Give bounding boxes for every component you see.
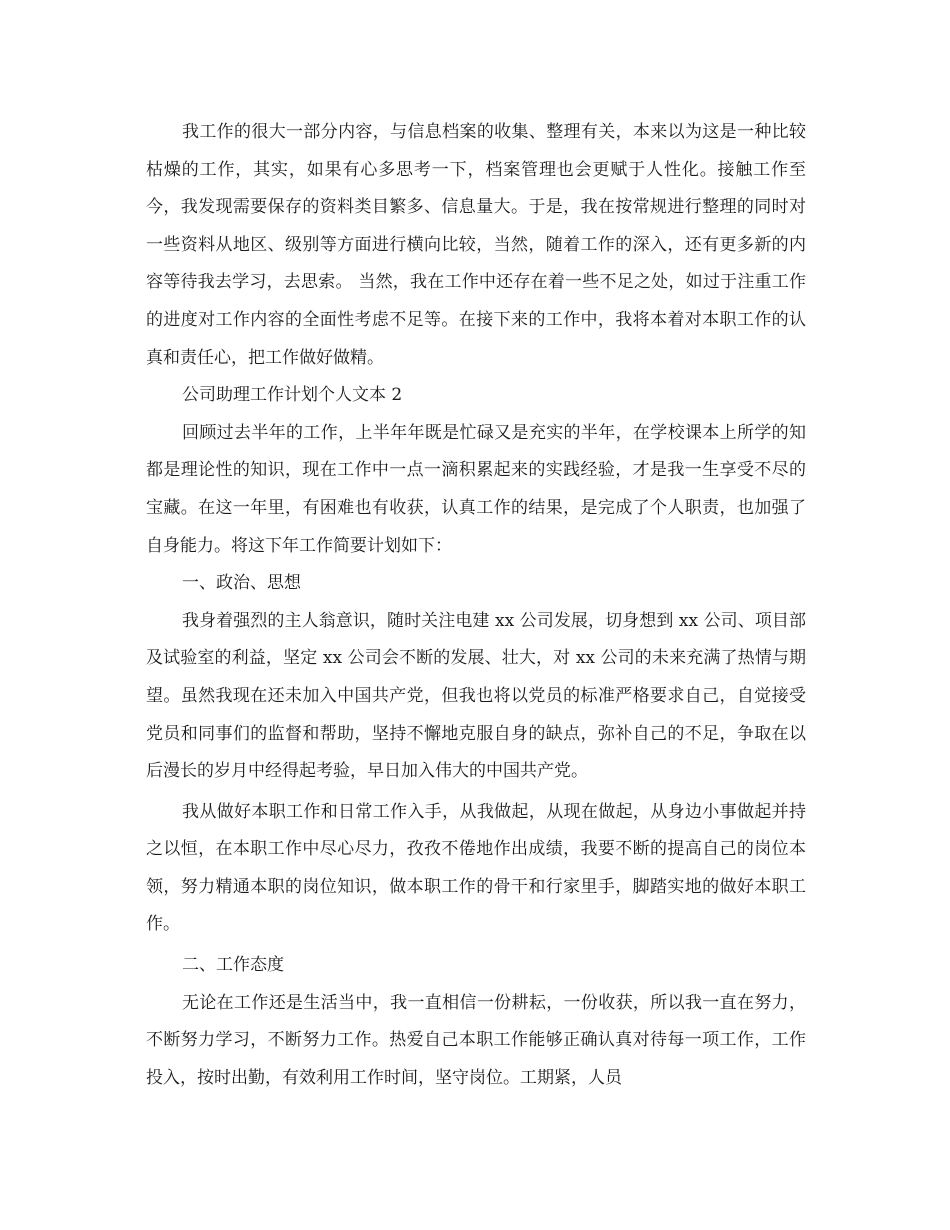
document-body xyxy=(146,114,806,1097)
paragraph-ownership-awareness: 我身着强烈的主人翁意识，随时关注电建 xx 公司发展，切身想到 xx 公司、项目部及试验室的利益，坚定 xx 公司会不断的发展、壮大，对 xx 公司的未来充满了热情与期望。虽然我现在还未加入中国共产党，但我也将以党员的标准严格要求自己，自觉接受党员和同事们的监督和帮助，坚持不懈地克服自身的缺点，弥补自己的不足，争取在以后漫长的岁月中经得起考验，早日加入伟大的中国共产党。 xyxy=(146,610,806,782)
paragraph-review-half-year: 回顾过去半年的工作，上半年年既是忙碌又是充实的半年，在学校课本上所学的知都是理论性的知识，现在工作中一点一滴积累起来的实践经验，才是我一生享受不尽的宝藏。在这一年里，有困难也有收获，认真工作的结果，是完成了个人职责，也加强了自身能力。将这下年工作简要计划如下： xyxy=(146,422,806,556)
section-title-plan-2: 公司助理工作计划个人文本 2 xyxy=(182,385,403,406)
paragraph-archive-work: 我工作的很大一部分内容，与信息档案的收集、整理有关，本来以为这是一种比较枯燥的工作，其实，如果有心多思考一下，档案管理也会更赋于人性化。接触工作至今，我发现需要保存的资料类目繁多、信息量大。于是，我在按常规进行整理的同时对一些资料从地区、级别等方面进行横向比较，当然，随着工作的深入，还有更多新的内容等待我去学习，去思索。 当然，我在工作中还存在着一些不足之处，如过于注重工作的进度对工作内容的全面性考虑不足等。在接下来的工作中，我将本着对本职工作的认真和责任心，把工作做好做精。 xyxy=(146,122,806,368)
paragraph-start-from-job: 我从做好本职工作和日常工作入手，从我做起，从现在做起，从身边小事做起并持之以恒，在本职工作中尽心尽力，孜孜不倦地作出成绩，我要不断的提高自己的岗位本领，努力精通本职的岗位知识，做本职工作的骨干和行家里手，脚踏实地的做好本职工作。 xyxy=(146,801,806,935)
heading-work-attitude: 二、工作态度 xyxy=(182,955,284,976)
paragraph-effort-harvest: 无论在工作还是生活当中，我一直相信一份耕耘，一份收获，所以我一直在努力，不断努力学习，不断努力工作。热爱自己本职工作能够正确认真对待每一项工作，工作投入，按时出勤，有效利用工作时间，坚守岗位。工期紧，人员 xyxy=(146,992,806,1088)
heading-politics-thought: 一、政治、思想 xyxy=(182,573,301,594)
